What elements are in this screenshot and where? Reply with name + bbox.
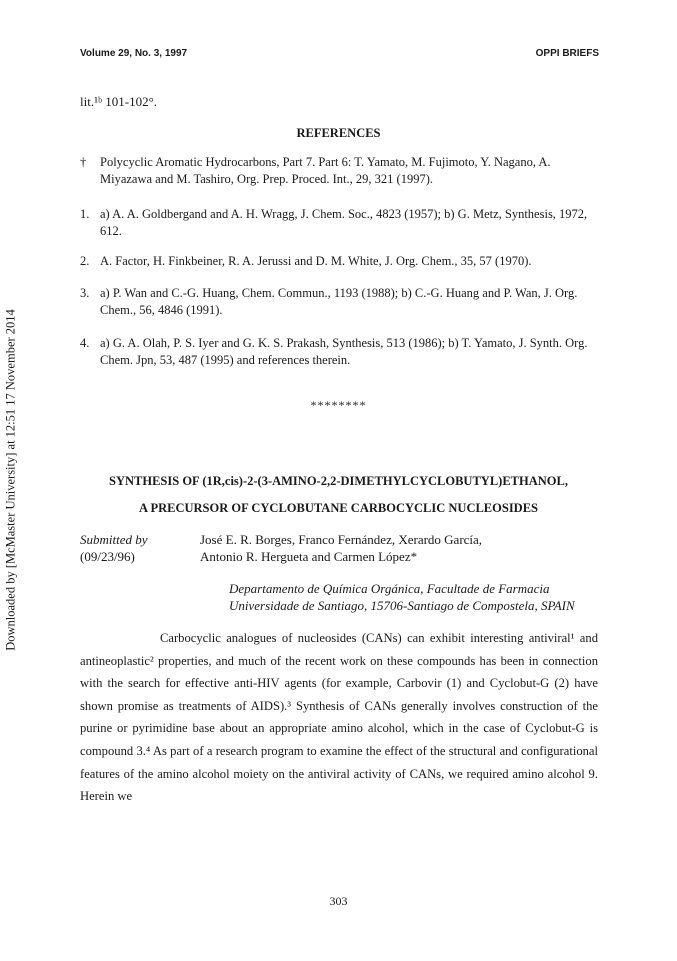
section-separator: ******** bbox=[310, 398, 367, 412]
submitted-label: Submitted by bbox=[80, 532, 148, 547]
lit-line: lit.¹ᵇ 101-102°. bbox=[80, 94, 158, 109]
authors-line1: José E. R. Borges, Franco Fernández, Xerardo García, bbox=[200, 532, 483, 547]
journal-section: OPPI BRIEFS bbox=[535, 48, 599, 59]
journal-volume: Volume 29, No. 3, 1997 bbox=[80, 48, 188, 59]
references-heading: REFERENCES bbox=[296, 126, 381, 140]
reference-number: 3. bbox=[80, 286, 90, 300]
authors-line2: Antonio R. Hergueta and Carmen López* bbox=[200, 549, 418, 564]
reference-text: Polycyclic Aromatic Hydrocarbons, Part 7. Part 6: T. Yamato, M. Fujimoto, Y. Nagano, A. Miyazawa and M. Tashiro, Org. Prep. Proced. Int., 29, 321 (1997). bbox=[100, 155, 551, 186]
reference-item bbox=[80, 206, 600, 240]
page-number: 303 bbox=[329, 894, 348, 908]
article-title-line1: SYNTHESIS OF (1R,cis)-2-(3-AMINO-2,2-DIMETHYLCYCLOBUTYL)ETHANOL, bbox=[109, 474, 568, 488]
intro-paragraph bbox=[80, 627, 598, 808]
affiliation-line1: Departamento de Química Orgánica, Facultade de Farmacia bbox=[229, 581, 550, 596]
reference-text: a) P. Wan and C.-G. Huang, Chem. Commun., 1193 (1988); b) C.-G. Huang and P. Wan, J. Org. Chem., 56, 4846 (1991). bbox=[100, 286, 578, 317]
reference-number: 4. bbox=[80, 336, 90, 350]
reference-item bbox=[80, 285, 600, 319]
reference-number: 1. bbox=[80, 207, 90, 221]
intro-paragraph-text: Carbocyclic analogues of nucleosides (CANs) can exhibit interesting antiviral¹ and antineoplastic² properties, and much of the recent work on these compounds has been in connection with the search for effective anti-HIV agents (for example, Carbovir (1) and Cyclobut-G (2) have shown promise as treatments of AIDS).³ Synthesis of CANs generally involves construction of the purine or pyrimidine base about an appropriate amino alcohol, which in the case of Cyclobut-G is compound 3.⁴ As part of a research program to examine the effect of the structural and configurational features of the amino alcohol moiety on the antiviral activity of CANs, we required amino alcohol 9. Herein we bbox=[80, 631, 598, 804]
reference-text: a) G. A. Olah, P. S. Iyer and G. K. S. Prakash, Synthesis, 513 (1986); b) T. Yamato, J. Synth. Org. Chem. Jpn, 53, 487 (1995) and references therein. bbox=[100, 336, 588, 367]
reference-item bbox=[80, 253, 600, 270]
reference-item bbox=[80, 335, 600, 369]
reference-number: 2. bbox=[80, 254, 90, 268]
reference-item bbox=[80, 154, 600, 188]
reference-number: † bbox=[80, 155, 87, 169]
article-title-line2: A PRECURSOR OF CYCLOBUTANE CARBOCYCLIC NUCLEOSIDES bbox=[138, 501, 538, 515]
download-watermark-text: Downloaded by [McMaster University] at 12:51 17 November 2014 bbox=[3, 309, 18, 651]
affiliation-line2: Universidade de Santiago, 15706-Santiago de Compostela, SPAIN bbox=[229, 598, 575, 613]
submitted-date: (09/23/96) bbox=[80, 549, 135, 564]
reference-text: a) A. A. Goldbergand and A. H. Wragg, J. Chem. Soc., 4823 (1957); b) G. Metz, Synthesis, 1972, 612. bbox=[100, 207, 588, 238]
reference-text: A. Factor, H. Finkbeiner, R. A. Jerussi and D. M. White, J. Org. Chem., 35, 57 (1970). bbox=[100, 254, 532, 268]
